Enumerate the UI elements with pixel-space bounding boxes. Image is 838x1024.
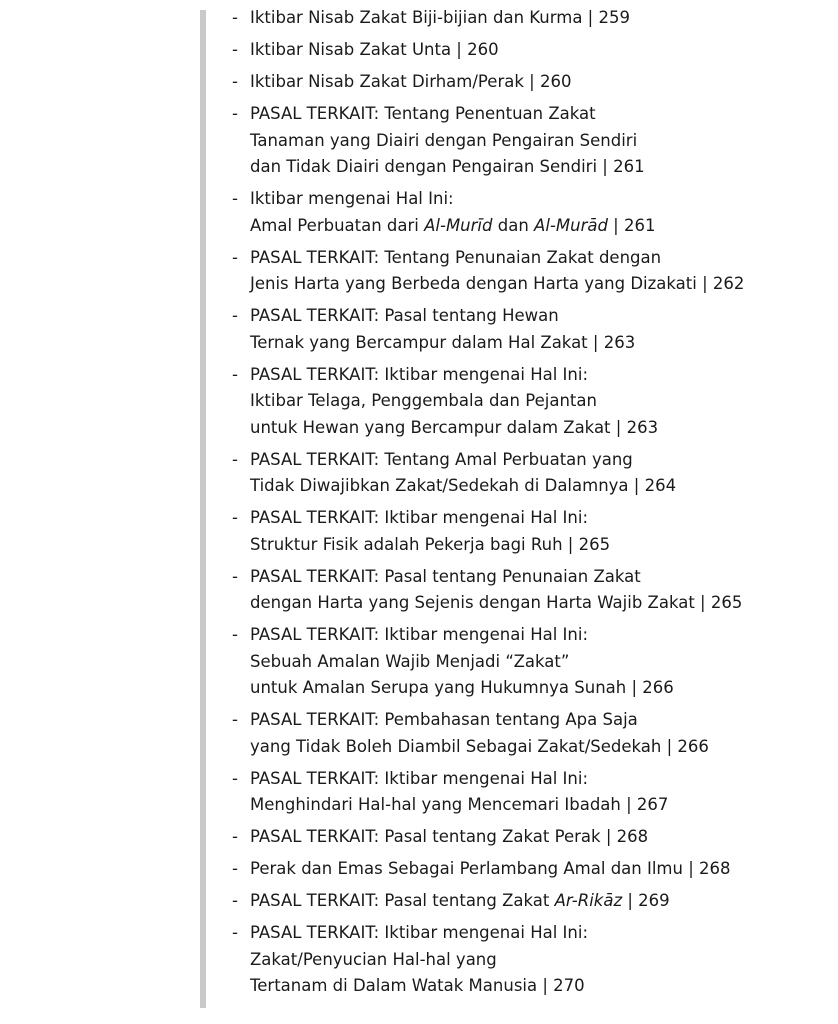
toc-entry-line — [250, 69, 832, 96]
entry-text: Iktibar Nisab Zakat Biji-bijian dan Kurma | 259 — [250, 8, 630, 27]
entry-text: PASAL TERKAIT: Iktibar mengenai Hal Ini: — [250, 923, 589, 942]
toc-entry-line — [250, 590, 832, 617]
bullet-dash: - — [232, 247, 238, 267]
entry-text: | 269 — [622, 891, 670, 910]
entry-text: Struktur Fisik adalah Pekerja bagi Ruh | 265 — [250, 534, 611, 554]
toc-entry-line — [250, 766, 832, 793]
entry-text: PASAL TERKAIT: Pasal tentang Penunaian Zakat — [250, 566, 641, 586]
toc-entry — [232, 824, 832, 851]
toc-entry-line — [250, 564, 832, 591]
toc-entry-line — [250, 675, 832, 702]
entry-text: Tidak Diwajibkan Zakat/Sedekah di Dalamnya | 264 — [250, 476, 677, 495]
entry-text: Tertanam di Dalam Watak Manusia | 270 — [250, 976, 585, 995]
entry-text: Amal Perbuatan dari — [250, 215, 425, 235]
bullet-dash: - — [232, 566, 238, 586]
italic-term: Ar-Rikāz — [554, 891, 623, 910]
toc-entry — [232, 186, 832, 239]
entry-text: Menghindari Hal-hal yang Mencemari Ibadah | 267 — [250, 795, 669, 814]
toc-entry-line — [250, 271, 832, 298]
toc-entry-line — [250, 128, 832, 155]
table-of-contents — [232, 5, 832, 1005]
toc-entry — [232, 920, 832, 1000]
italic-term: Al-Murīd — [424, 215, 493, 235]
toc-entry-line — [250, 37, 832, 64]
bullet-dash: - — [232, 710, 238, 729]
bullet-dash: - — [232, 449, 238, 469]
entry-text: Iktibar Nisab Zakat Unta | 260 — [250, 40, 499, 59]
entry-text: Ternak yang Bercampur dalam Hal Zakat | 263 — [250, 332, 636, 352]
toc-entry — [232, 245, 832, 298]
toc-entry — [232, 888, 832, 915]
bullet-dash: - — [232, 508, 238, 527]
toc-entry — [232, 447, 832, 500]
toc-entry-line — [250, 447, 832, 474]
entry-text: PASAL TERKAIT: Pembahasan tentang Apa Saja — [250, 710, 638, 729]
entry-text: dengan Harta yang Sejenis dengan Harta Wajib Zakat | 265 — [250, 593, 743, 612]
entry-text: Zakat/Penyucian Hal-hal yang — [250, 949, 497, 969]
toc-entry — [232, 362, 832, 442]
entry-text: Iktibar Telaga, Penggembala dan Pejantan — [250, 391, 597, 410]
margin-rule — [200, 10, 206, 1008]
entry-text: dan Tidak Diairi dengan Pengairan Sendiri | 261 — [250, 157, 645, 176]
entry-text: PASAL TERKAIT: Pasal tentang Zakat Perak | 268 — [250, 827, 649, 846]
toc-entry-line — [250, 415, 832, 442]
entry-text: | 261 — [607, 215, 656, 235]
toc-entry — [232, 707, 832, 760]
toc-entry-line — [250, 154, 832, 181]
toc-entry — [232, 564, 832, 617]
bullet-dash: - — [232, 72, 238, 91]
toc-entry-line — [250, 388, 832, 415]
toc-entry-line — [250, 362, 832, 389]
toc-entry — [232, 505, 832, 558]
entry-text: untuk Amalan Serupa yang Hukumnya Sunah | 266 — [250, 678, 674, 697]
toc-entry-line — [250, 473, 832, 500]
entry-text: untuk Hewan yang Bercampur dalam Zakat | 263 — [250, 417, 659, 437]
entry-text: PASAL TERKAIT: Iktibar mengenai Hal Ini: — [250, 364, 589, 384]
bullet-dash: - — [232, 859, 238, 878]
entry-text: Iktibar Nisab Zakat Dirham/Perak | 260 — [250, 72, 572, 91]
bullet-dash: - — [232, 104, 238, 123]
entry-text: PASAL TERKAIT: Tentang Amal Perbuatan yang — [250, 449, 633, 469]
toc-entry-line — [250, 5, 832, 32]
italic-term: Al-Murād — [534, 215, 608, 235]
bullet-dash: - — [232, 189, 238, 208]
entry-text: PASAL TERKAIT: Iktibar mengenai Hal Ini: — [250, 768, 589, 788]
entry-text: dan — [492, 215, 535, 235]
bullet-dash: - — [232, 768, 238, 788]
toc-entry-line — [250, 888, 832, 915]
toc-entry-line — [250, 947, 832, 974]
bullet-dash: - — [232, 891, 238, 910]
entry-text: Jenis Harta yang Berbeda dengan Harta yang Dizakati | 262 — [250, 274, 745, 293]
bullet-dash: - — [232, 40, 238, 59]
toc-entry-line — [250, 792, 832, 819]
toc-entry-line — [250, 824, 832, 851]
toc-entry — [232, 5, 832, 32]
toc-entry-line — [250, 303, 832, 330]
entry-text: PASAL TERKAIT: Iktibar mengenai Hal Ini: — [250, 625, 589, 644]
toc-entry-line — [250, 856, 832, 883]
toc-entry — [232, 37, 832, 64]
bullet-dash: - — [232, 306, 238, 325]
bullet-dash: - — [232, 8, 238, 27]
toc-entry — [232, 303, 832, 356]
toc-entry — [232, 69, 832, 96]
toc-entry-line — [250, 245, 832, 272]
toc-entry-line — [250, 532, 832, 559]
toc-entry — [232, 101, 832, 181]
entry-text: PASAL TERKAIT: Iktibar mengenai Hal Ini: — [250, 508, 589, 527]
toc-entry-line — [250, 330, 832, 357]
toc-entry-line — [250, 622, 832, 649]
entry-text: yang Tidak Boleh Diambil Sebagai Zakat/Sedekah | 266 — [250, 736, 709, 756]
toc-entry — [232, 622, 832, 702]
entry-text: PASAL TERKAIT: Tentang Penentuan Zakat — [250, 104, 596, 123]
entry-text: PASAL TERKAIT: Pasal tentang Zakat — [250, 891, 555, 910]
bullet-dash: - — [232, 827, 238, 846]
entry-text: Iktibar mengenai Hal Ini: — [250, 189, 454, 208]
toc-entry-line — [250, 707, 832, 734]
toc-entry-line — [250, 101, 832, 128]
toc-entry-line — [250, 734, 832, 761]
toc-entry-line — [250, 920, 832, 947]
entry-text: Perak dan Emas Sebagai Perlambang Amal dan Ilmu | 268 — [250, 859, 731, 878]
toc-entry-line — [250, 505, 832, 532]
entry-text: Tanaman yang Diairi dengan Pengairan Sendiri — [250, 130, 638, 150]
toc-entry-line — [250, 649, 832, 676]
toc-entry-line — [250, 213, 832, 240]
bullet-dash: - — [232, 625, 238, 644]
entry-text: PASAL TERKAIT: Tentang Penunaian Zakat dengan — [250, 247, 662, 267]
toc-entry-line — [250, 186, 832, 213]
toc-entry — [232, 766, 832, 819]
entry-text: PASAL TERKAIT: Pasal tentang Hewan — [250, 306, 559, 325]
entry-text: Sebuah Amalan Wajib Menjadi “Zakat” — [250, 651, 570, 671]
bullet-dash: - — [232, 364, 238, 384]
bullet-dash: - — [232, 923, 238, 942]
toc-entry — [232, 856, 832, 883]
toc-entry-line — [250, 973, 832, 1000]
